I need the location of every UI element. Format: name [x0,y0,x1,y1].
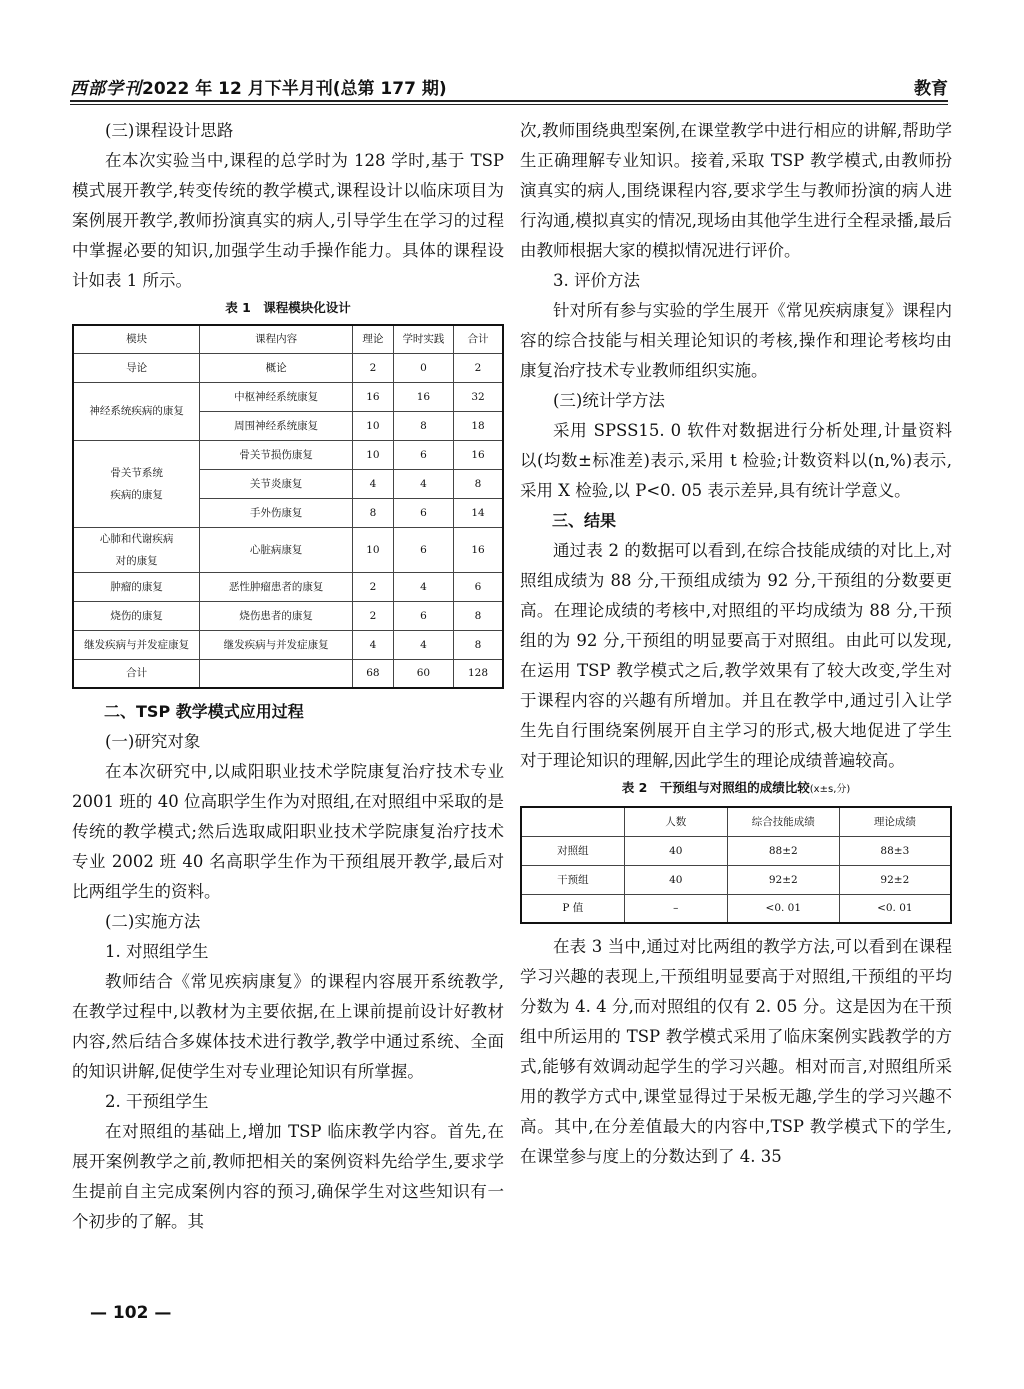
cell-content: 概论 [200,353,353,382]
cell-total: 32 [454,382,503,411]
cell-total: 6 [454,572,503,601]
table-row [73,353,503,382]
section-label: 教育 [914,79,948,99]
cell-practice: 8 [393,411,453,440]
paragraph-intervention: 在对照组的基础上,增加 TSP 临床教学内容。首先,在展开案例教学之前,教师把相关的案例资料先给学生,要求学生提前自主完成案例内容的预习,确保学生对这些知识有一个初步的了解。其 [72,1122,504,1231]
journal-brand-logo: 西部学刊 [70,79,142,99]
cell-total: 18 [454,411,503,440]
cell-module [73,527,200,572]
header-rule [70,100,948,102]
cell-total: 8 [454,469,503,498]
cell-module: 神经系统疾病的康复 [73,382,200,440]
cell-practice: 4 [393,572,453,601]
table-row [73,572,503,601]
heading-course-design: (三)课程设计思路 [105,121,234,140]
table-score-comparison [520,806,952,924]
module-line-2: 对的康复 [115,554,158,567]
cell-skill: 92±2 [727,865,839,894]
cell-total: 8 [454,630,503,659]
cell-practice: 4 [393,630,453,659]
table-course-modules [72,324,504,689]
journal-title [70,74,447,99]
cell-content: 心脏病康复 [200,527,353,572]
table2-caption-text: 表 2 干预组与对照组的成绩比较 [621,780,810,795]
cell-content: 中枢神经系统康复 [200,382,353,411]
paragraph-results: 通过表 2 的数据可以看到,在综合技能成绩的对比上,对照组成绩为 88 分,干预组成绩为 92 分,干预组的分数要更高。在理论成绩的考核中,对照组的平均成绩为 88 分,干预组的为 92 分,干预组的明显要高于对照组。由此可以发现,在运用 TSP 教学模式之后,教学效果有了较大改变,学生对于课程内容的兴趣有所增加。并且在教学中,通过引入让学生先自行围绕案例展开自主学习的形式,极大地促进了学生对于理论知识的理解,因此学生的理论成绩普遍较高。 [520,541,952,770]
cell-total: 14 [454,498,503,527]
journal-issue: 2022 年 12 月下半月刊(总第 177 期) [142,79,447,99]
table-header-row [521,807,951,836]
table-row [73,440,503,469]
table1-caption: 表 1 课程模块化设计 [225,300,351,315]
cell-total: 128 [454,659,503,688]
cell-module: 导论 [73,353,200,382]
col-header-theory: 理论成绩 [839,807,951,836]
cell-theory: 10 [353,411,394,440]
col-header-count: 人数 [624,807,727,836]
cell-content: 手外伤康复 [200,498,353,527]
paragraph-statistics: 采用 SPSS15. 0 软件对数据进行分析处理,计量资料以(均数±标准差)表示,采用 t 检验;计数资料以(n,%)表示,采用 X 检验,以 P<0. 05 表示差异,具有统计学意义。 [520,421,952,500]
cell-content [200,659,353,688]
cell-practice: 60 [393,659,453,688]
cell-module: 烧伤的康复 [73,601,200,630]
cell-theory: 68 [353,659,394,688]
cell-skill: <0. 01 [727,894,839,923]
cell-module: 合计 [73,659,200,688]
col-header-content: 课程内容 [200,325,353,353]
page-number: — 102 — [90,1303,172,1323]
cell-module [73,440,200,527]
cell-practice: 6 [393,498,453,527]
cell-total: 2 [454,353,503,382]
cell-count: – [624,894,727,923]
paragraph-subjects: 在本次研究中,以咸阳职业技术学院康复治疗技术专业 2001 班的 40 位高职学生作为对照组,在对照组中采取的是传统的教学模式;然后选取咸阳职业技术学院康复治疗技术专业 2002 班 40 名高职学生作为干预组展开教学,最后对比两组学生的资料。 [72,762,504,901]
cell-group: P 值 [521,894,624,923]
cell-practice: 6 [393,527,453,572]
cell-theory: 10 [353,527,394,572]
cell-content: 继发疾病与并发症康复 [200,630,353,659]
cell-module: 继发疾病与并发症康复 [73,630,200,659]
cell-theory: 2 [353,601,394,630]
table-row [521,865,951,894]
module-line-1: 心肺和代谢疾病 [99,532,174,545]
cell-practice: 0 [393,353,453,382]
cell-theory: <0. 01 [839,894,951,923]
running-header [70,74,948,100]
cell-total: 16 [454,527,503,572]
cell-count: 40 [624,865,727,894]
cell-group: 干预组 [521,865,624,894]
table-row [521,894,951,923]
cell-practice: 4 [393,469,453,498]
col-header-theory: 理论 [353,325,394,353]
cell-theory: 2 [353,572,394,601]
table-row [73,382,503,411]
cell-theory: 92±2 [839,865,951,894]
paragraph-table3: 在表 3 当中,通过对比两组的教学方法,可以看到在课程学习兴趣的表现上,干预组明显要高于对照组,干预组的平均分数为 4. 4 分,而对照组的仅有 2. 05 分。这是因为在干预组中所运用的 TSP 教学模式采用了临床案例实践教学的方式,能够有效调动起学生的学习兴趣。相对而言,对照组所采用的教学方式中,课堂显得过于呆板无趣,学生的学习兴趣不高。其中,在分差值最大的内容中,TSP 教学模式下的学生,在课堂参与度上的分数达到了 4. 35 [520,937,952,1166]
cell-skill: 88±2 [727,836,839,865]
cell-practice: 6 [393,440,453,469]
table-header-row [73,325,503,353]
cell-theory: 10 [353,440,394,469]
heading-control: 1. 对照组学生 [105,942,209,961]
header-rule-thin [70,104,948,105]
col-header-group [521,807,624,836]
table-row [521,836,951,865]
table2-caption [520,778,952,800]
cell-content: 烧伤患者的康复 [200,601,353,630]
col-header-total: 合计 [454,325,503,353]
heading-subjects: (一)研究对象 [105,732,201,751]
table-row [73,601,503,630]
section-heading-results: 三、结果 [552,511,617,530]
table-total-row [73,659,503,688]
cell-total: 16 [454,440,503,469]
cell-content: 关节炎康复 [200,469,353,498]
paragraph-continued: 次,教师围绕典型案例,在课堂教学中进行相应的讲解,帮助学生正确理解专业知识。接着,采取 TSP 教学模式,由教师扮演真实的病人,围绕课程内容,要求学生与教师扮演的病人进行沟通,模拟真实的情况,现场由其他学生进行全程录播,最后由教师根据大家的模拟情况进行评价。 [520,121,952,260]
cell-content: 恶性肿瘤患者的康复 [200,572,353,601]
cell-theory: 4 [353,469,394,498]
cell-content: 骨关节损伤康复 [200,440,353,469]
col-header-module: 模块 [73,325,200,353]
module-line-1: 骨关节系统 [110,466,163,479]
table-row [73,527,503,572]
cell-theory: 8 [353,498,394,527]
cell-group: 对照组 [521,836,624,865]
paragraph-control: 教师结合《常见疾病康复》的课程内容展开系统教学,在教学过程中,以教材为主要依据,在上课前提前设计好教材内容,然后结合多媒体技术进行教学,教学中通过系统、全面的知识讲解,促使学生对专业理论知识有所掌握。 [72,972,504,1081]
table-row [73,630,503,659]
cell-theory: 2 [353,353,394,382]
cell-practice: 6 [393,601,453,630]
cell-module: 肿瘤的康复 [73,572,200,601]
cell-content: 周围神经系统康复 [200,411,353,440]
col-header-skill: 综合技能成绩 [727,807,839,836]
cell-count: 40 [624,836,727,865]
section-heading-process: 二、TSP 教学模式应用过程 [104,702,304,721]
heading-evaluation: 3. 评价方法 [553,271,640,290]
left-column [72,116,504,1237]
cell-theory: 16 [353,382,394,411]
paragraph-course-design: 在本次实验当中,课程的总学时为 128 学时,基于 TSP 模式展开教学,转变传统的教学模式,课程设计以临床项目为案例展开教学,教师扮演真实的病人,引导学生在学习的过程中掌握必要的知识,加强学生动手操作能力。具体的课程设计如表 1 所示。 [72,151,504,290]
paragraph-evaluation: 针对所有参与实验的学生展开《常见疾病康复》课程内容的综合技能与相关理论知识的考核,操作和理论考核均由康复治疗技术专业教师组织实施。 [520,301,952,380]
heading-intervention: 2. 干预组学生 [105,1092,209,1111]
table2-caption-unit: (x±s,分) [809,784,851,795]
heading-statistics: (三)统计学方法 [553,391,665,410]
right-column [520,116,952,1172]
cell-total: 8 [454,601,503,630]
heading-methods: (二)实施方法 [105,912,201,931]
col-header-practice: 学时实践 [393,325,453,353]
module-line-2: 疾病的康复 [110,488,163,501]
cell-practice: 16 [393,382,453,411]
cell-theory: 4 [353,630,394,659]
cell-theory: 88±3 [839,836,951,865]
